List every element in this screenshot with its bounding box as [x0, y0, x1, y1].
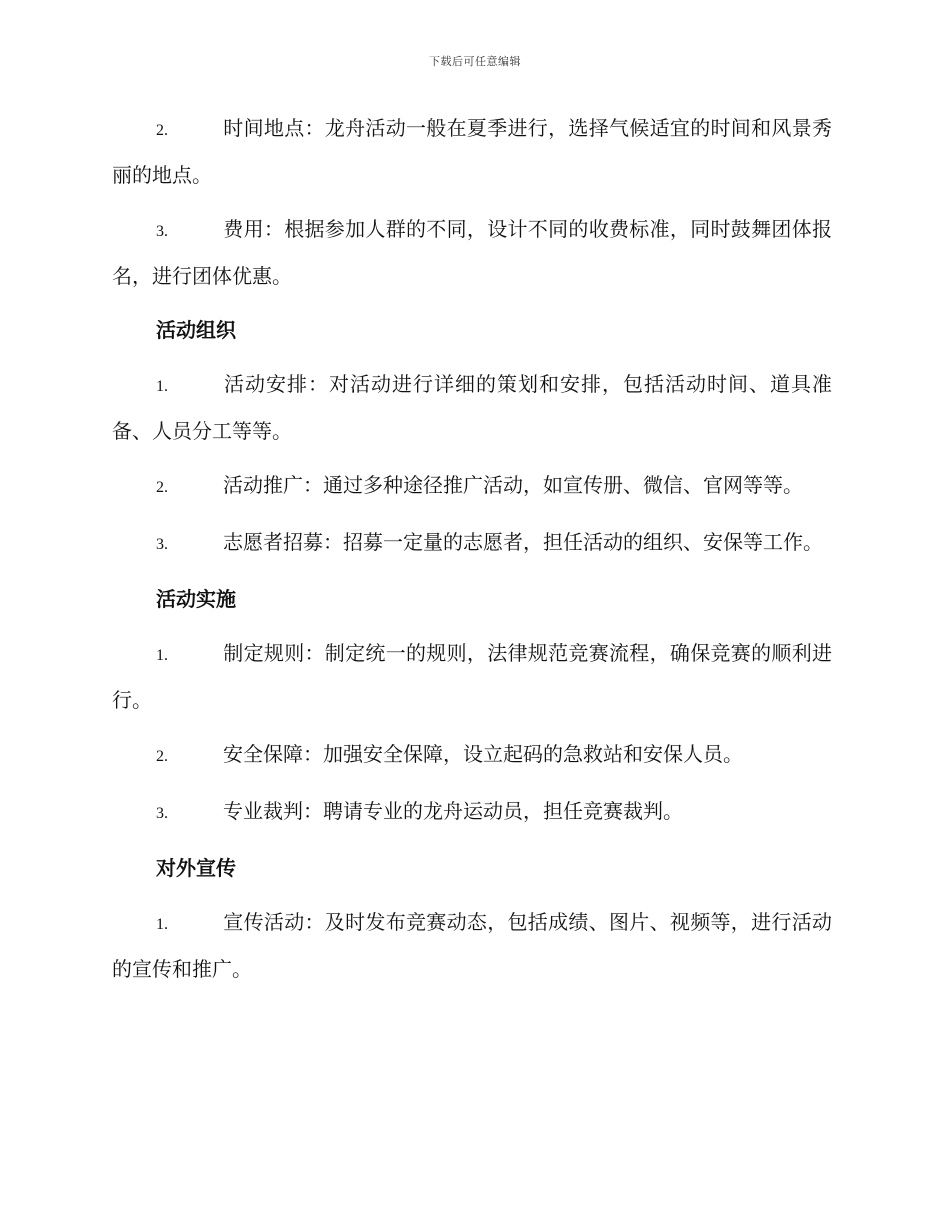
list-number: 2.: [156, 748, 168, 765]
list-text: 安全保障：加强安全保障，设立起码的急救站和安保人员。: [223, 742, 743, 766]
list-text: 费用：根据参加人群的不同，设计不同的收费标准，同时鼓舞团体报名，进行团体优惠。: [112, 217, 832, 288]
list-item: [112, 900, 832, 991]
list-item: [112, 789, 832, 836]
list-item: [112, 732, 832, 779]
list-text: 活动安排：对活动进行详细的策划和安排，包括活动时间、道具准备、人员分工等等。: [112, 372, 832, 443]
list-item: [112, 207, 832, 298]
list-number: 1.: [156, 378, 168, 395]
page-header-note: 下载后可任意编辑: [429, 55, 521, 68]
list-text: 宣传活动：及时发布竞赛动态，包括成绩、图片、视频等，进行活动的宣传和推广。: [112, 910, 832, 981]
document-body: [112, 106, 832, 1001]
list-item: [112, 463, 832, 510]
list-number: 3.: [156, 536, 168, 553]
list-text: 制定规则：制定统一的规则，法律规范竞赛流程，确保竞赛的顺利进行。: [112, 641, 832, 712]
section-heading: 对外宣传: [156, 856, 236, 880]
list-text: 志愿者招募：招募一定量的志愿者，担任活动的组织、安保等工作。: [223, 530, 823, 554]
list-number: 3.: [156, 223, 168, 240]
list-text: 活动推广：通过多种途径推广活动，如宣传册、微信、官网等等。: [223, 473, 803, 497]
list-item: [112, 520, 832, 567]
list-number: 3.: [156, 805, 168, 822]
list-item: [112, 106, 832, 197]
list-number: 2.: [156, 479, 168, 496]
list-item: [112, 362, 832, 453]
list-text: 时间地点：龙舟活动一般在夏季进行，选择气候适宜的时间和风景秀丽的地点。: [112, 116, 832, 187]
section-heading: 活动组织: [156, 318, 236, 342]
list-number: 1.: [156, 647, 168, 664]
list-number: 1.: [156, 916, 168, 933]
list-number: 2.: [156, 122, 168, 139]
list-text: 专业裁判：聘请专业的龙舟运动员，担任竞赛裁判。: [223, 799, 683, 823]
list-item: [112, 631, 832, 722]
section-heading: 活动实施: [156, 587, 236, 611]
